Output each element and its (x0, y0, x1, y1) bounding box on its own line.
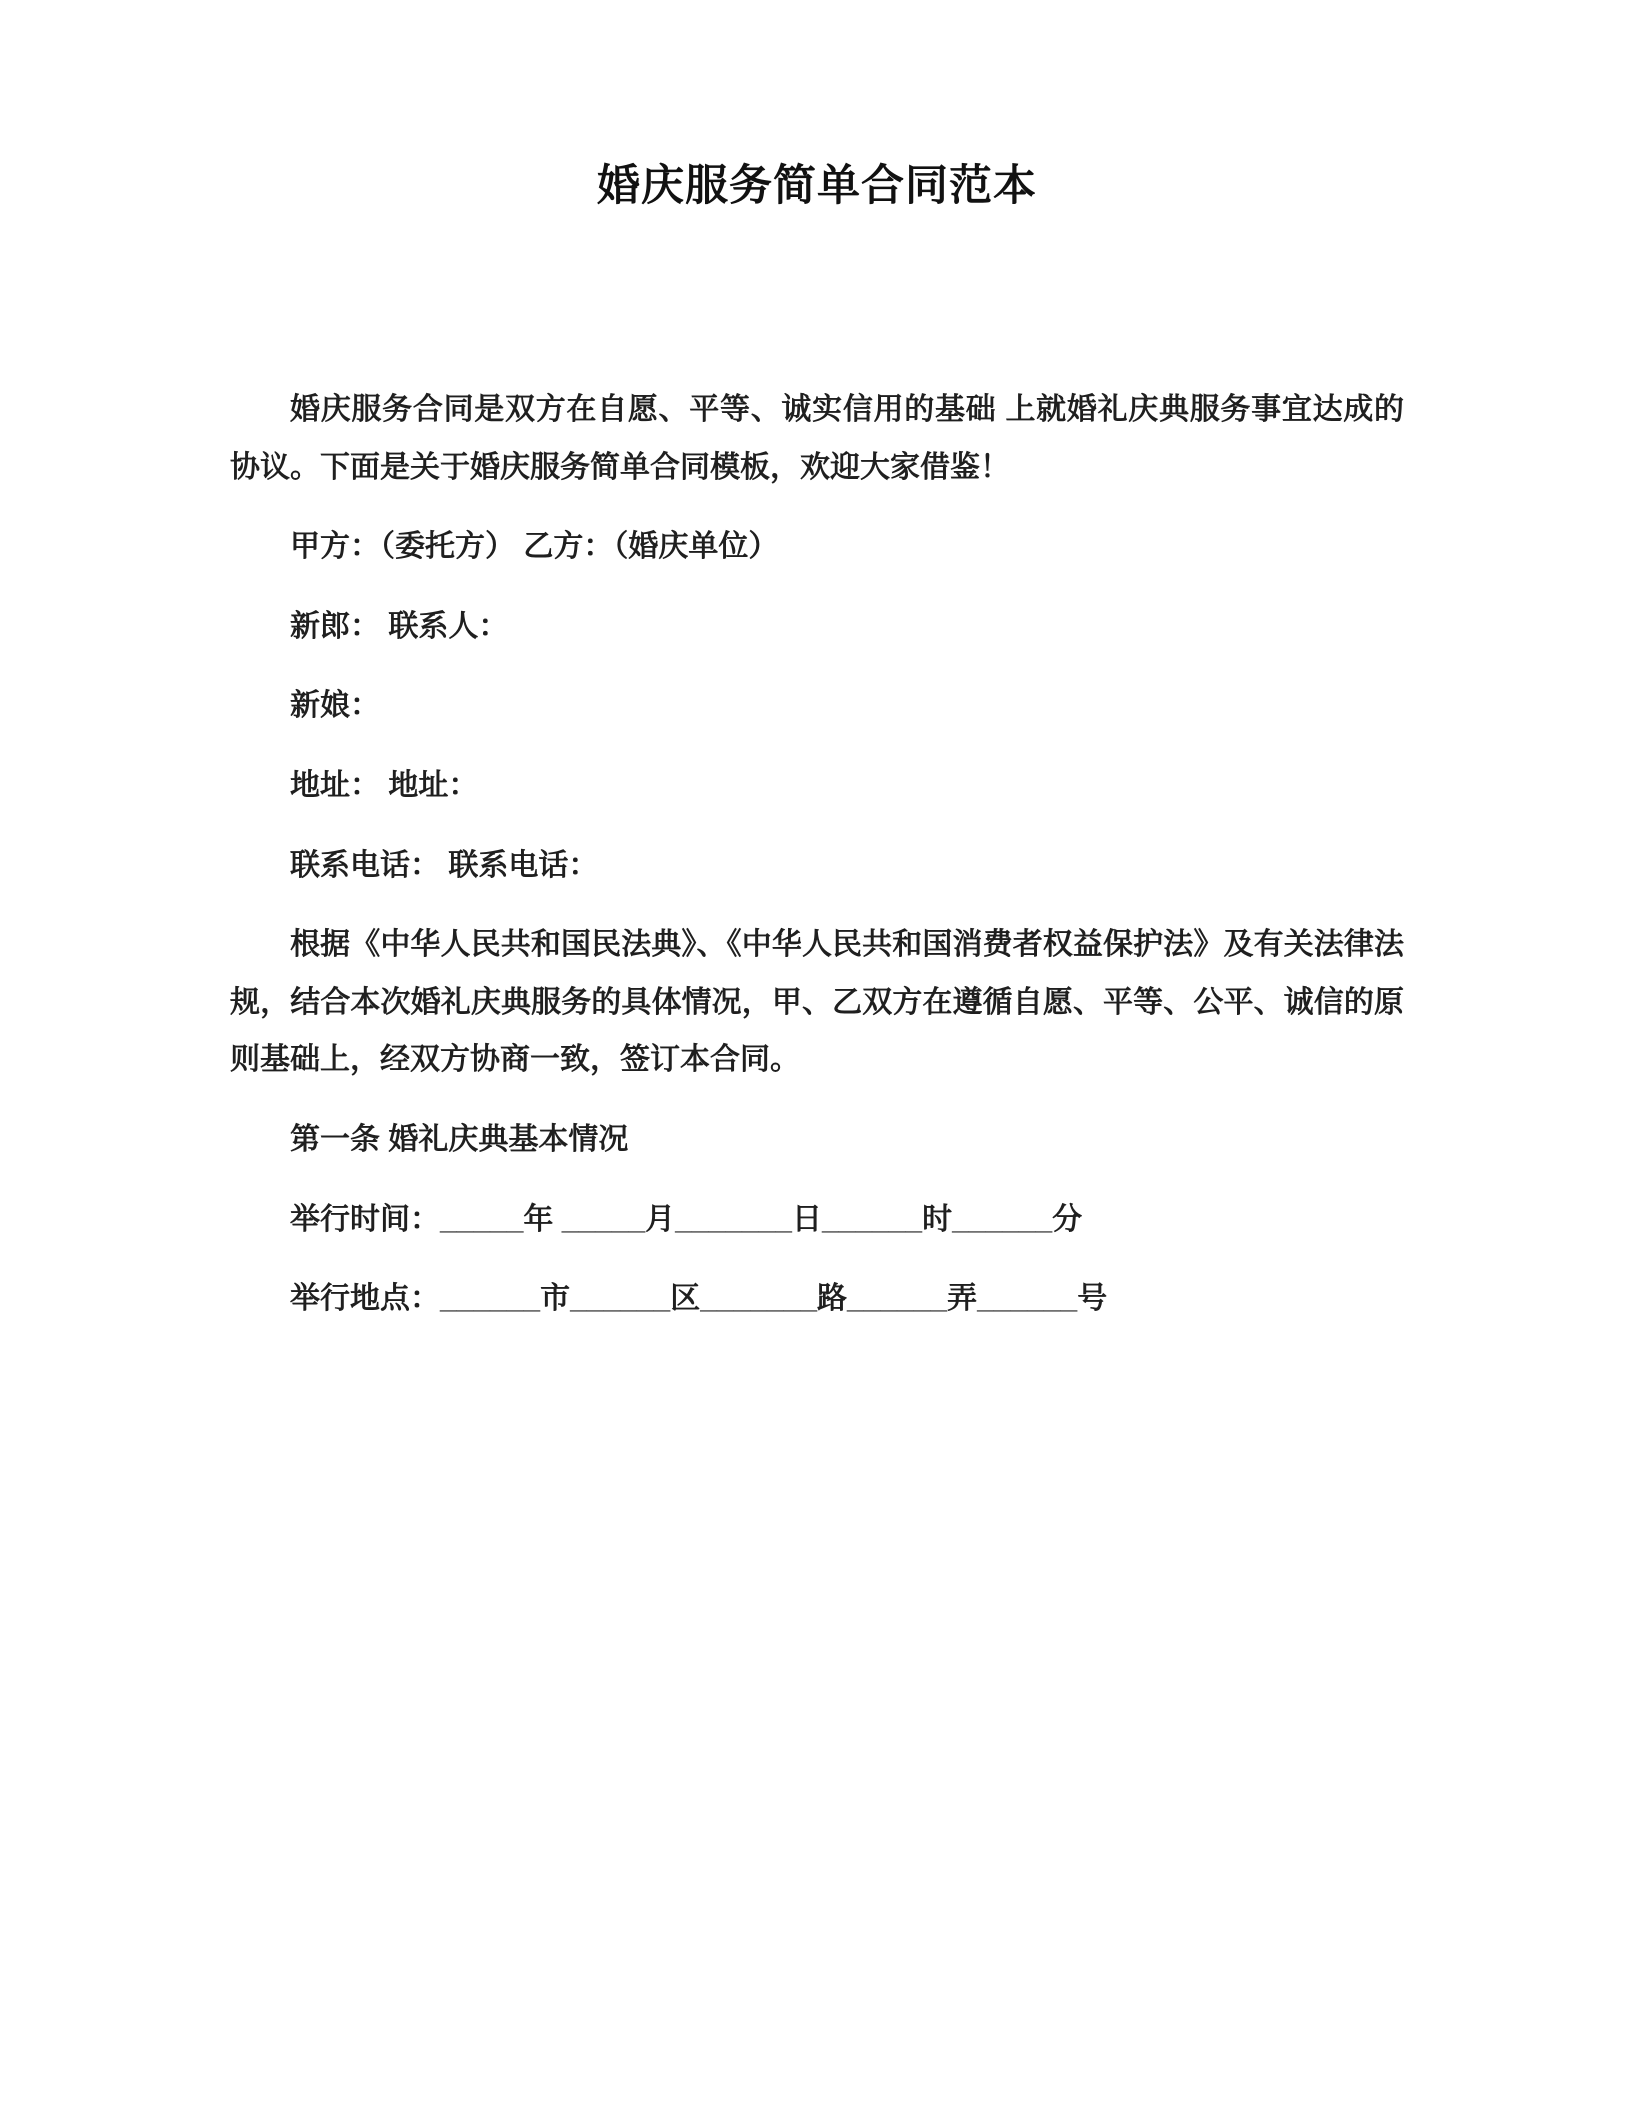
groom-contact-line: 新郎： 联系人： (290, 609, 509, 643)
ceremony-place-line: 举行地点：______市______区_______路______弄______号 (290, 1282, 1108, 1316)
party-heading-line: 甲方：（委托方） 乙方：（婚庆单位） (290, 530, 779, 564)
intro-paragraph: 婚庆服务合同是双方在自愿、平等、诚实信用的基础 上就婚礼庆典服务事宜达成的协议。下面是关于婚庆服务简单合同模板，欢迎大家借鉴！ (230, 393, 1404, 484)
legal-basis-paragraph: 根据《中华人民共和国民法典》、《中华人民共和国消费者权益保护法》及有关法律法规，结合本次婚礼庆典服务的具体情况，甲、乙双方在遵循自愿、平等、公平、诚信的原则基础上，经双方协商一致，签订本合同。 (230, 928, 1404, 1077)
bride-line: 新娘： (290, 689, 380, 723)
document-body (230, 381, 1404, 1328)
phone-line: 联系电话： 联系电话： (290, 848, 599, 882)
ceremony-time-line: 举行时间：_____年 _____月_______日______时______分 (290, 1202, 1083, 1236)
article1-heading: 第一条 婚礼庆典基本情况 (290, 1122, 629, 1156)
document-title: 婚庆服务简单合同范本 (597, 162, 1037, 210)
address-line: 地址： 地址： (290, 768, 479, 802)
